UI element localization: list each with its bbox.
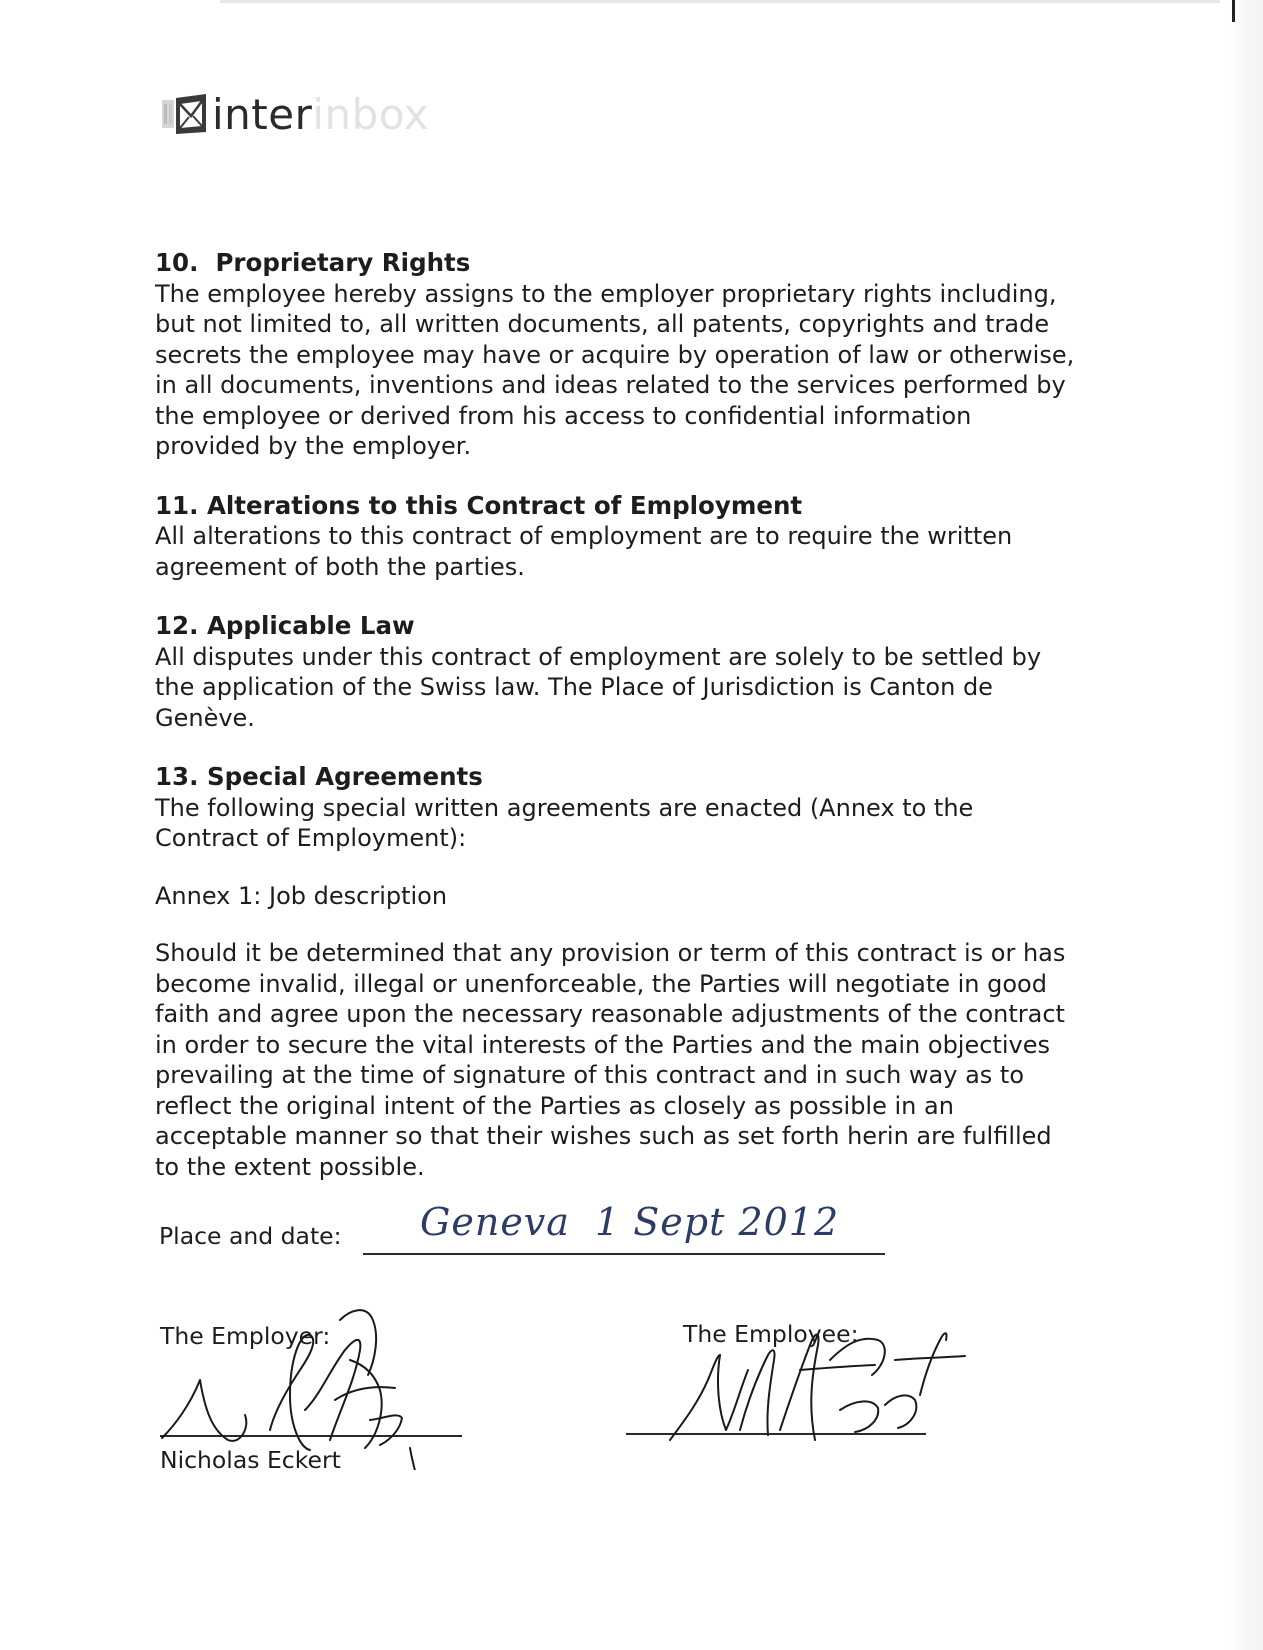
section-heading: Special Agreements [206,762,483,791]
severability-clause: Should it be determined that any provision or term of this contract is or has become invalid, illegal or unenforceable, the Parties will negotiate in good faith and agree upon the necessary reasonable adjustments of the contract in order to secure the vital interests of the Parties and the main objectives prevailing at the time of signature of this contract and in such way as to reflect the original intent of the Parties as closely as possible in an acceptable manner so that their wishes such as set forth herin are fulfilled to the extent possible. [155,939,1066,1181]
employer-signature [150,1300,480,1470]
handwritten-place: Geneva [420,1200,570,1244]
section-alterations [155,491,1075,583]
section-heading: Alterations to this Contract of Employment [206,490,803,520]
company-logo [160,88,429,140]
section-number: 10. [155,248,199,277]
section-text: The employee hereby assigns to the employer proprietary rights including, but not limited to, all written documents, all patents, copyrights and trade secrets the employee may have or acquire by operation of law or otherwise, in all documents, inventions and ideas related to the services performed by the employee or derived from his access to confidential information provided by the employer. [155,279,1075,460]
employee-label: The Employee: [683,1320,859,1348]
section-text: All disputes under this contract of employment are solely to be settled by the application of the Swiss law. The Place of Jurisdiction is Canton de Genève. [155,642,1042,732]
section-heading: Proprietary Rights [215,248,471,277]
section-number: 13. [155,762,199,791]
section-text: All alterations to this contract of employment are to require the written agreement of both the parties. [155,522,1013,581]
envelope-box-icon [160,90,210,138]
section-title [155,611,1075,642]
scan-edge-right [1223,0,1263,1650]
place-date-line [363,1253,885,1255]
section-heading: Applicable Law [206,611,415,640]
logo-wordmark [212,90,429,139]
scan-edge-top [220,0,1220,3]
section-title [155,248,1075,279]
section-title [155,762,1075,793]
scan-edge-mark [1232,0,1235,22]
section-special-agreements [155,762,1075,854]
section-proprietary-rights [155,248,1075,462]
place-date-label: Place and date: [159,1222,342,1250]
contract-body [155,248,1075,1182]
annex-reference: Annex 1: Job description [155,881,448,910]
handwritten-date: 1 Sept 2012 [595,1200,840,1244]
employer-name: Nicholas Eckert [160,1446,341,1474]
section-number: 12. [155,611,199,640]
section-title [155,491,1075,522]
employee-signature [640,1300,970,1450]
logo-text-dark: inter [212,89,313,139]
logo-text-faded: inbox [312,89,430,139]
section-number: 11. [155,490,199,520]
section-text: The following special written agreements are enacted (Annex to the Contract of Employment): [155,793,974,852]
section-applicable-law [155,611,1075,733]
employer-label: The Employer: [160,1322,331,1350]
